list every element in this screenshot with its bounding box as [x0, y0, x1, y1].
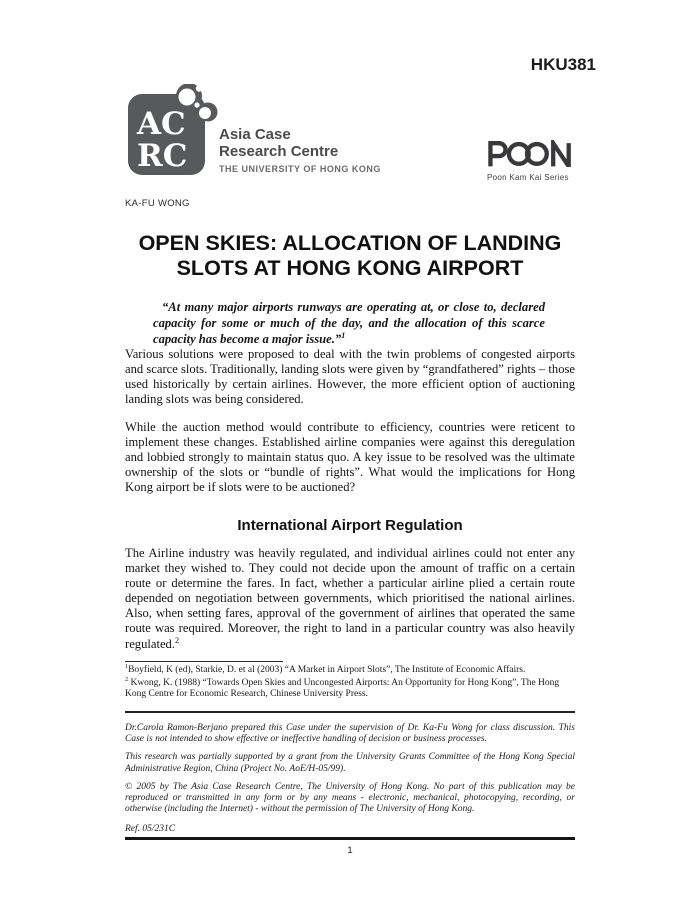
acrc-org-line1: Asia Case: [219, 126, 291, 143]
paragraph-3-text: The Airline industry was heavily regulated, and individual airlines could not enter any market they wished to. They could not decide upon the amount of traffic on a certain route or determine the fares. In fact, whether a particular airline plied a certain route depended on negotiation between governments, which prioritised the national airlines. Also, when setting fares, approval of the government of airlines that operated the same route was required. Moreover, the right to land in a particular country was also heavily regulated.: [125, 546, 575, 651]
footer-note-funding: This research was partially supported by a grant from the University Grants Committee of the Hong Kong Special Administrative Region, China (Project No. AoE/H-05/99).: [125, 752, 575, 774]
author: KA-FU WONG: [125, 198, 190, 209]
footnote-2: [125, 678, 575, 701]
poon-wordmark-icon: [487, 140, 573, 167]
footer-note-copyright: © 2005 by The Asia Case Research Centre, The University of Hong Kong. No part of this publication may be reproduced or transmitted in any form or by any means - electronic, mechanical, photocopying, recording, or otherwise (including the Internet) - without the permission of The University of Hong Kong.: [125, 781, 575, 815]
bottom-rule: [125, 837, 575, 840]
reference-number: Ref. 05/231C: [125, 823, 176, 834]
acrc-monogram-line1: AC: [137, 106, 186, 142]
footer-note-preparation: Dr.Carola Ramon-Berjano prepared this Case under the supervision of Dr. Ka-Fu Wong for class discussion. This Case is not intended to show effective or ineffective handling of decision or business processes.: [125, 723, 575, 745]
opening-quote: [153, 299, 545, 347]
footnote-1-text: Boyfield, K (ed), Starkie, D. et al (2003) “A Market in Airport Slots”, The Institute of Economic Affairs.: [128, 665, 526, 675]
case-title: [0, 231, 700, 281]
case-number: HKU381: [530, 55, 596, 74]
footnote-1: [125, 665, 575, 677]
page-number: 1: [347, 845, 353, 856]
footnote-separator: [125, 661, 283, 662]
footnote-2-ref: 2: [125, 676, 129, 683]
footnote-2-text: Kwong, K. (1988) “Towards Open Skies and Uncongested Airports: An Opportunity for Hong Kong”, The Hong Kong Centre for Economic Research, Chinese University Press.: [125, 677, 560, 700]
poon-logo: [487, 140, 575, 182]
acrc-org-line2: Research Centre: [219, 142, 339, 160]
acrc-logo-icon: [128, 84, 232, 186]
paragraph-3-footnote-ref: 2: [175, 635, 180, 645]
acrc-university-label: THE UNIVERSITY OF HONG KONG: [219, 164, 381, 174]
footnote-1-ref: 1: [125, 663, 129, 670]
acrc-monogram-line2: RC: [137, 138, 188, 174]
paragraph-3: [125, 546, 575, 652]
poon-series-label: Poon Kam Kai Series: [487, 173, 569, 182]
footnotes: [125, 665, 575, 702]
acrc-org-name: [219, 127, 381, 174]
section-heading: International Airport Regulation: [237, 517, 463, 534]
opening-quote-text: “At many major airports runways are operating at, or close to, declared capacity for some or much of the day, and the allocation of this scarce capacity has become a major issue.”: [153, 300, 545, 346]
paragraph-1: Various solutions were proposed to deal with the twin problems of congested airports and scarce slots. Traditionally, landing slots were given by “grandfathered” rights – those used historically by certain airlines. However, the more efficient option of auctioning landing slots was being considered.: [125, 347, 575, 407]
paragraph-2: While the auction method would contribute to efficiency, countries were reticent to implement these changes. Established airline companies were against this deregulation and lobbied strongly to maintain status quo. A key issue to be resolved was the ultimate ownership of the slots or “bundle of rights”. What would the implications for Hong Kong airport be if slots were to be auctioned?: [125, 420, 575, 495]
quote-footnote-ref: 1: [341, 330, 346, 340]
case-title-line1: OPEN SKIES: ALLOCATION OF LANDING: [138, 231, 562, 255]
case-title-line2: SLOTS AT HONG KONG AIRPORT: [176, 256, 524, 280]
acrc-logo: [128, 84, 232, 191]
footer-notes: [125, 723, 575, 842]
footer-divider: [125, 711, 575, 713]
